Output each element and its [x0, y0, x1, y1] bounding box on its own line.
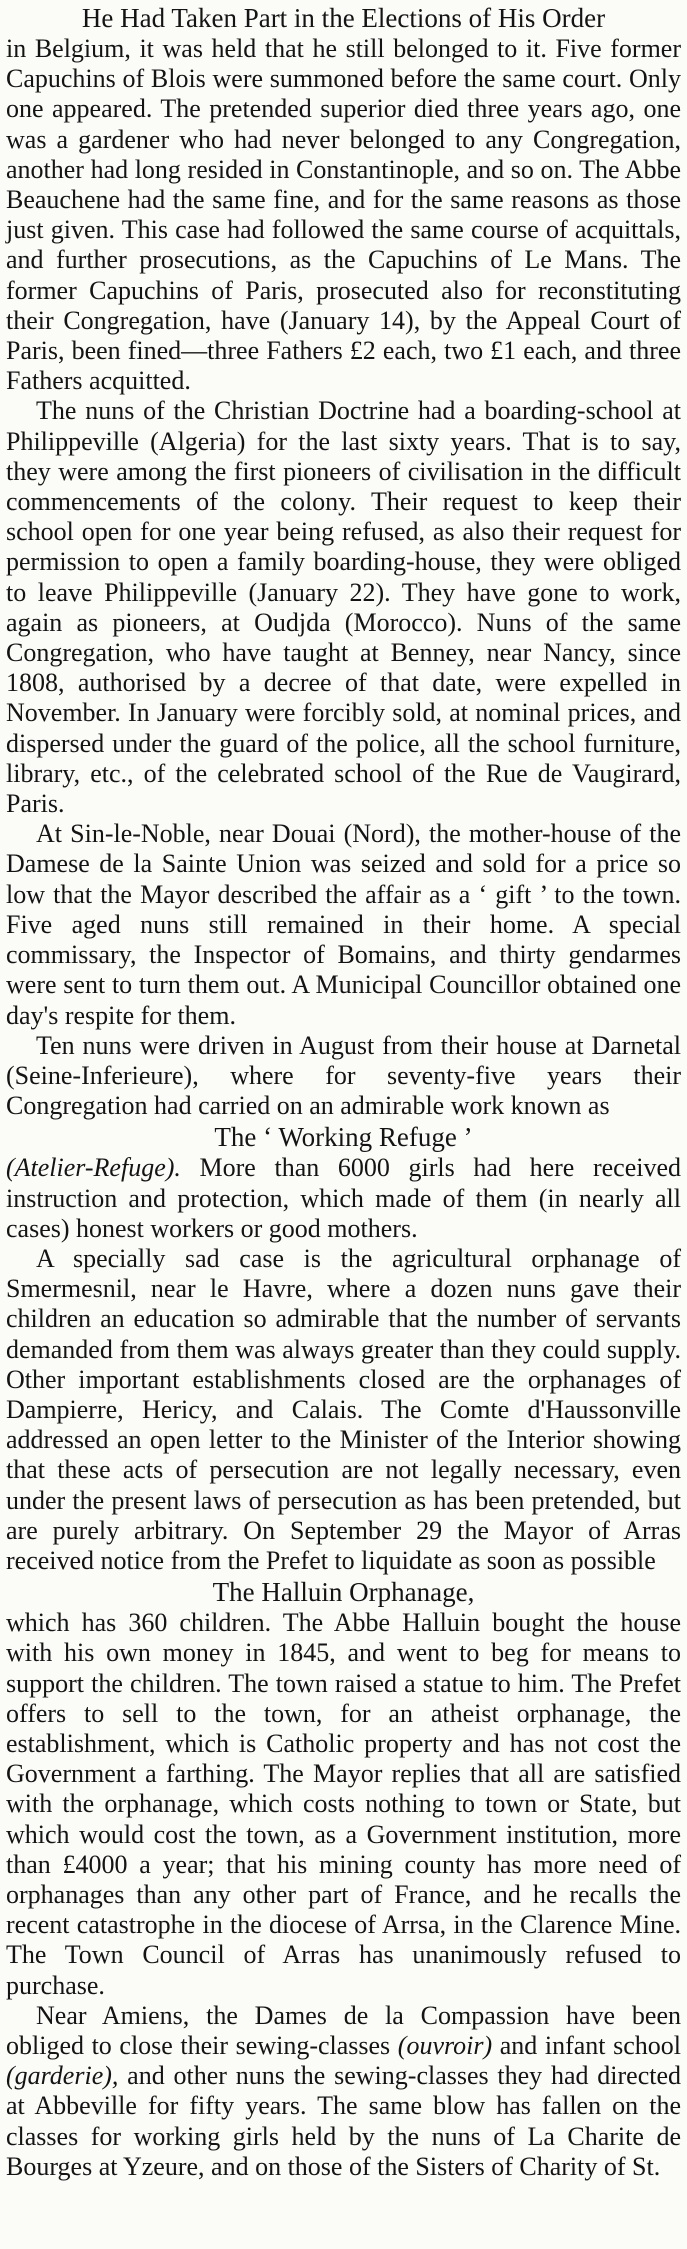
paragraph-atelier-refuge [6, 1153, 681, 1244]
amiens-text-3: and other nuns the sewing-classes they had directed at Abbeville for fifty years. The same blow has fallen on the classes for working girls held by the nuns of La Charite de Bourges at Yzeure, and on those of the Sisters of Charity of St. [6, 2061, 681, 2181]
paragraph-darnetal: Ten nuns were driven in August from their house at Darnetal (Seine-Inferieure), where for seventy-five years their Congregation had carried on an admirable work known as [6, 1030, 681, 1121]
paragraph-amiens [6, 2001, 681, 2182]
paragraph-sin-le-noble: At Sin-le-Noble, near Douai (Nord), the mother-house of the Damese de la Sainte Union was seized and sold for a price so low that the Mayor described the affair as a ‘ gift ’ to the town. Five aged nuns still remained in their home. A special commissary, the Inspector of Bomains, and thirty gendarmes were sent to turn them out. A Municipal Councillor obtained one day's respite for them. [6, 819, 681, 1030]
amiens-text-2: and infant school [492, 2031, 681, 2060]
atelier-refuge-text: More than 6000 girls had here received instruction and protection, which made of them (in nearly all cases) honest workers or good mothers. [6, 1153, 681, 1243]
paragraph-christian-doctrine: The nuns of the Christian Doctrine had a boarding-school at Philippeville (Algeria) for the last sixty years. That is to say, they were among the first pioneers of civilisation in the difficult commencements of the colony. Their request to keep their school open for one year being refused, as also their request for permission to open a family boarding-house, they were obliged to leave Philippeville (January 22). They have gone to work, again as pioneers, at Oudjda (Morocco). Nuns of the same Congregation, who have taught at Benney, near Nancy, since 1808, authorised by a decree of that date, were expelled in November. In January were forcibly sold, at nominal prices, and dispersed under the guard of the police, all the school furniture, library, etc., of the celebrated school of the Rue de Vaugirard, Paris. [6, 396, 681, 819]
top-heading: He Had Taken Part in the Elections of His Order [81, 3, 606, 33]
paragraph-smermesnil: A specially sad case is the agricultural orphanage of Smermesnil, near le Havre, where a dozen nuns gave their children an education so admirable that the number of servants demanded from them was always greater than they could supply. Other important establishments closed are the orphanages of Dampierre, Hericy, and Calais. The Comte d'Haussonville addressed an open letter to the Minister of the Interior showing that these acts of persecution are not legally necessary, even under the present laws of persecution as has been pretended, but are purely arbitrary. On September 29 the Mayor of Arras received notice from the Prefet to liquidate as soon as possible [6, 1243, 681, 1575]
paragraph-capuchins: in Belgium, it was held that he still belonged to it. Five former Capuchins of Blois were summoned before the same court. Only one appeared. The pretended superior died three years ago, one was a gardener who had never belonged to any Congregation, another had long resided in Constantinople, and so on. The Abbe Beauchene had the same fine, and for the same reasons as those just given. This case had followed the same course of acquittals, and further prosecutions, as the Capuchins of Le Mans. The former Capuchins of Paris, prosecuted also for reconstituting their Congregation, have (January 14), by the Appeal Court of Paris, been fined—three Fathers £2 each, two £1 each, and three Fathers acquitted. [6, 34, 681, 396]
ouvroir-term: (ouvroir) [397, 2031, 493, 2060]
subheading-halluin-orphanage: The Halluin Orphanage, [212, 1577, 475, 1608]
garderie-term: (garderie), [6, 2061, 119, 2091]
amiens-text-1: Near Amiens, the Dames de la Compassion have been obliged to close their sewing-classes [6, 2000, 681, 2060]
atelier-refuge-term: (Atelier-Refuge). [6, 1153, 181, 1183]
paragraph-halluin: which has 360 children. The Abbe Halluin bought the house with his own money in 1845, and went to beg for means to support the children. The town raised a statue to him. The Prefet offers to sell to the town, for an atheist orphanage, the establishment, which is Catholic property and has not cost the Government a farthing. The Mayor replies that all are satisfied with the orphanage, which costs nothing to town or State, but which would cost the town, as a Government institution, more than £4000 a year; that his mining county has more need of orphanages than any other part of France, and he recalls the recent catastrophe in the diocese of Arrsa, in the Clarence Mine. The Town Council of Arras has unanimously refused to purchase. [6, 1608, 681, 2000]
subheading-working-refuge: The ‘ Working Refuge ’ [214, 1122, 473, 1153]
